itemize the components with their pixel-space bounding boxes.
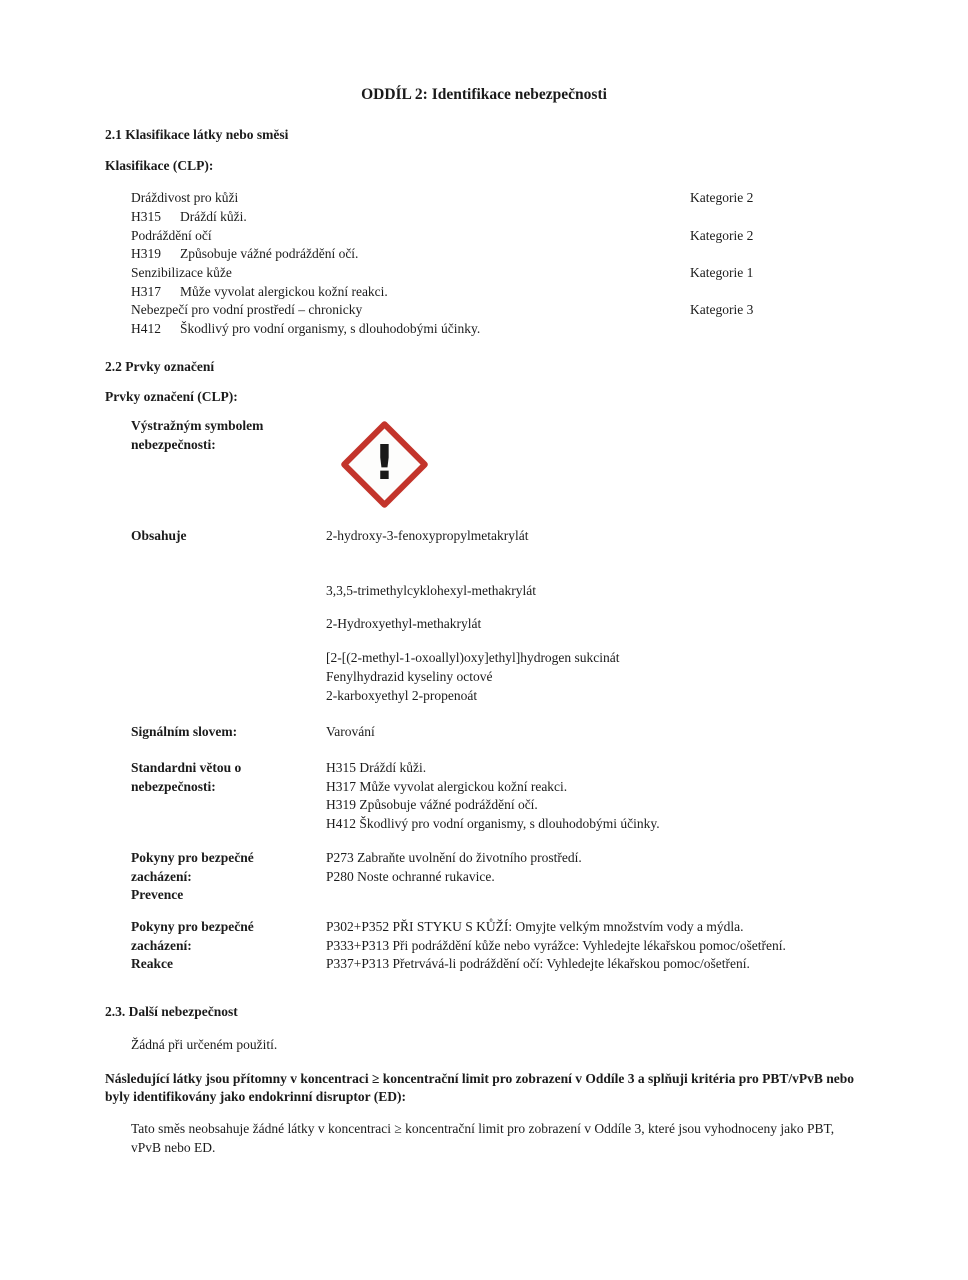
precaution-statement: P337+P313 Přetrvává-li podráždění očí: Vyhledejte lékařskou pomoc/ošetření.	[326, 956, 750, 972]
heading-klasifikace-clp: Klasifikace (CLP):	[105, 158, 214, 174]
contains-label: Obsahuje	[131, 528, 187, 544]
h-code: H319	[131, 246, 161, 262]
h-code: H317	[131, 283, 161, 299]
contains-row	[105, 601, 862, 634]
classification-hazard-row	[131, 189, 862, 208]
other-hazards-body: Žádná při určeném použití.	[131, 1036, 278, 1052]
precaution-statement: P273 Zabraňte uvolnění do životního prostředí.	[326, 849, 582, 865]
classification-hazard-row	[131, 264, 862, 283]
ghs07-exclamation-pictogram-icon	[338, 417, 430, 511]
hazard-statement: H319 Způsobuje vážné podráždění očí.	[326, 797, 538, 813]
heading-prvky-oznaceni-clp: Prvky označení (CLP):	[105, 389, 238, 405]
hazard-class: Dráždivost pro kůži	[131, 190, 239, 206]
contains-substance: Fenylhydrazid kyseliny octové	[326, 668, 493, 684]
contains-substance: 2-Hydroxyethyl-methakrylát	[326, 615, 482, 631]
contains-substance: 3,3,5-trimethylcyklohexyl-methakrylát	[326, 582, 536, 598]
precaution-prevention-list	[326, 849, 862, 886]
hazard-category: Kategorie 1	[690, 264, 754, 280]
precaution-statement: P333+P313 Při podráždění kůže nebo vyrážce: Vyhledejte lékařskou pomoc/ošetření.	[326, 937, 786, 953]
hazard-statements-row	[105, 759, 862, 834]
heading-2-2: 2.2 Prvky označení	[105, 358, 215, 374]
precaution-prevention-row	[105, 849, 862, 905]
precaution-response-row	[105, 918, 862, 974]
red-diamond-border	[339, 420, 428, 509]
h-statement: Způsobuje vážné podráždění očí.	[180, 246, 359, 262]
classification-statement-row	[131, 245, 862, 264]
document-content	[105, 126, 862, 1158]
contains-row	[105, 527, 862, 546]
contains-substance: [2-[(2-methyl-1-oxoallyl)oxy]ethyl]hydrogen sukcinát	[326, 650, 620, 666]
classification-hazard-row	[131, 227, 862, 246]
exclamation-mark-glyph: !	[373, 434, 395, 491]
precaution-statement: P280 Noste ochranné rukavice.	[326, 868, 495, 884]
classification-hazard-row	[131, 301, 862, 320]
hazard-category: Kategorie 2	[690, 190, 754, 206]
classification-statement-row	[131, 208, 862, 227]
precaution-statement: P302+P352 PŘI STYKU S KŮŽÍ: Omyjte velkým množstvím vody a mýdla.	[326, 918, 744, 934]
contains-substance: 2-karboxyethyl 2-propenoát	[326, 687, 478, 703]
signal-word-row	[105, 723, 862, 742]
h-statement: Škodlivý pro vodní organismy, s dlouhodobými účinky.	[180, 321, 481, 337]
h-statement: Může vyvolat alergickou kožní reakci.	[180, 283, 388, 299]
hazard-class: Podráždění očí	[131, 227, 212, 243]
h-code: H315	[131, 208, 161, 224]
pbt-criteria-heading: Následující látky jsou přítomny v koncentraci ≥ koncentrační limit pro zobrazení v Oddíle 3 a splňuji kritéria pro PBT/vPvB nebo byly identifikovány jako endokrinní disruptor (ED):	[105, 1070, 855, 1105]
hazard-statement: H315 Dráždí kůži.	[326, 760, 427, 776]
section-title: ODDÍL 2: Identifikace nebezpečnosti	[361, 86, 607, 103]
contains-row	[105, 633, 862, 705]
contains-substance: 2-hydroxy-3-fenoxypropylmetakrylát	[326, 528, 529, 544]
classification-statement-row	[131, 283, 862, 302]
pbt-criteria-body: Tato směs neobsahuje žádné látky v koncentraci ≥ koncentrační limit pro zobrazení v Oddíle 3, které jsou vyhodnoceny jako PBT, vPvB nebo ED.	[131, 1120, 835, 1155]
contains-row	[105, 546, 862, 601]
pictogram-label: Výstražným symbolem nebezpečnosti:	[131, 418, 264, 452]
h-statement: Dráždí kůži.	[180, 208, 247, 224]
heading-2-1: 2.1 Klasifikace látky nebo směsi	[105, 126, 289, 142]
precaution-response-label: Pokyny pro bezpečné zacházení: Reakce	[131, 918, 254, 972]
precaution-response-list	[326, 918, 862, 974]
classification-list	[131, 189, 862, 339]
hazard-statement: H412 Škodlivý pro vodní organismy, s dlouhodobými účinky.	[326, 816, 660, 832]
hazard-category: Kategorie 2	[690, 227, 754, 243]
contains-substance-group	[326, 649, 862, 705]
h-code: H412	[131, 321, 161, 337]
hazard-category: Kategorie 3	[690, 302, 754, 318]
precaution-prevention-label: Pokyny pro bezpečné zacházení: Prevence	[131, 849, 254, 903]
signal-word-value: Varování	[326, 724, 375, 740]
hazard-class: Senzibilizace kůže	[131, 264, 232, 280]
classification-statement-row	[131, 320, 862, 339]
hazard-class: Nebezpečí pro vodní prostředí – chronicky	[131, 302, 363, 318]
hazard-statements-label: Standardni větou o nebezpečnosti:	[131, 760, 242, 794]
signal-word-label: Signálním slovem:	[131, 724, 238, 740]
pictogram-row	[105, 417, 862, 511]
hazard-statements-list	[326, 759, 862, 834]
heading-2-3: 2.3. Další nebezpečnost	[105, 1004, 238, 1020]
hazard-statement: H317 Může vyvolat alergickou kožní reakci.	[326, 778, 568, 794]
